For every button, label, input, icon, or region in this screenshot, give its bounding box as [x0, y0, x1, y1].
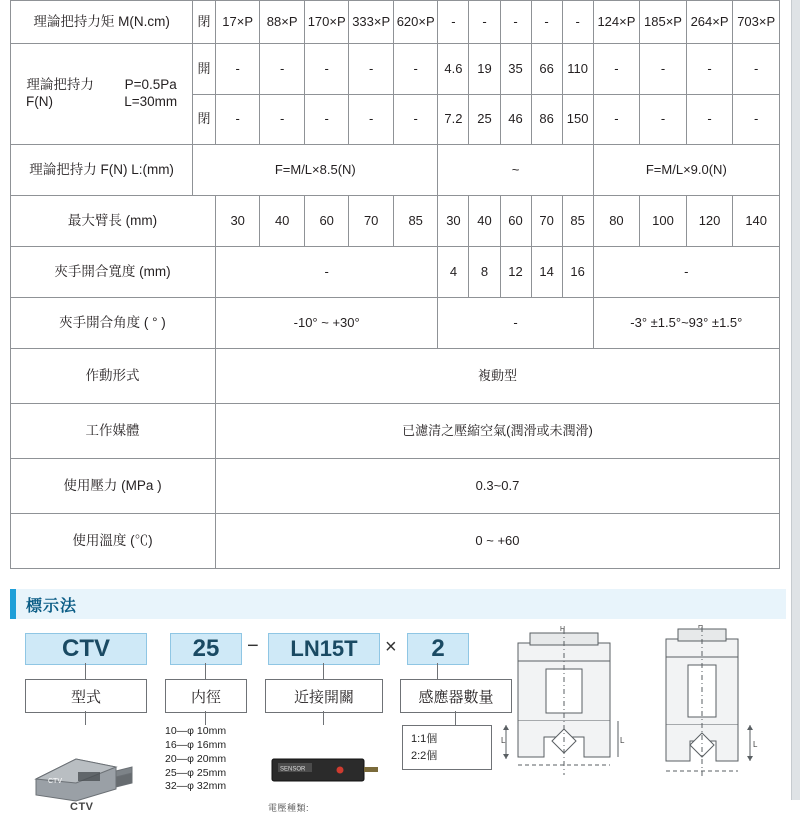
cell: -: [349, 94, 394, 145]
cell: 19: [469, 44, 500, 95]
row-label-open-angle: 夾手開合角度 ( ° ): [11, 298, 216, 349]
svg-text:CTV: CTV: [48, 778, 62, 785]
label-qty: 感應器數量: [400, 679, 512, 713]
cell-working-medium: 已濾清之壓縮空氣(潤滑或未潤滑): [215, 404, 779, 459]
bore-legend-item: 20—φ 20mm: [165, 752, 227, 765]
cell: 35: [500, 44, 531, 95]
cell: 14: [531, 247, 562, 298]
cell: -: [593, 44, 640, 95]
stem: [85, 711, 86, 725]
cell-width-right: -: [593, 247, 779, 298]
cell-formula-left: F=M/L×8.5(N): [193, 145, 438, 196]
technical-drawing-left: [500, 625, 635, 810]
cell: 110: [562, 44, 593, 95]
proximity-switch-illustration: [268, 739, 380, 799]
bore-legend-item: 10—φ 10mm: [165, 725, 227, 737]
label-bore: 内徑: [165, 679, 247, 713]
product-photo-series: [28, 733, 138, 805]
table-row: [11, 298, 780, 349]
label-series: 型式: [25, 679, 147, 713]
specification-table: [10, 0, 780, 569]
stem: [205, 663, 206, 679]
cell: -: [531, 1, 562, 44]
switch-photo-caption: 電壓種類:: [268, 803, 310, 813]
table-row: [11, 44, 780, 95]
cell-working-pressure: 0.3~0.7: [215, 459, 779, 514]
svg-text:SENSOR: SENSOR: [280, 766, 306, 773]
cell: 100: [640, 196, 687, 247]
cell: -: [393, 94, 438, 145]
qty-legend-item: 2:2個: [411, 749, 438, 762]
grip-force-line2: F(N) L=30mm: [26, 94, 178, 109]
cell: 140: [733, 196, 780, 247]
label-switch: 近接開關: [265, 679, 383, 713]
cell: -: [733, 44, 780, 95]
cell: 170×P: [304, 1, 349, 44]
row-oc-close: 閉: [193, 1, 216, 44]
cell-angle-right: -3° ±1.5°~93° ±1.5°: [593, 298, 779, 349]
cell: 60: [304, 196, 349, 247]
cell: -: [438, 1, 469, 44]
cell: 150: [562, 94, 593, 145]
cell: 30: [438, 196, 469, 247]
cell: -: [469, 1, 500, 44]
svg-text:H: H: [560, 626, 566, 633]
section-header-model-code: [10, 589, 786, 619]
cell: 40: [260, 196, 305, 247]
cell: 80: [593, 196, 640, 247]
svg-text:L: L: [501, 736, 506, 745]
code-switch-box: LN15T: [268, 633, 380, 665]
cell-action-type: 複動型: [215, 349, 779, 404]
stem: [323, 711, 324, 725]
code-bore-box: 25: [170, 633, 242, 665]
cell: 333×P: [349, 1, 394, 44]
cell: -: [640, 94, 687, 145]
gripper-side-view: [500, 625, 635, 805]
cell: -: [260, 94, 305, 145]
cell: 70: [349, 196, 394, 247]
code-series-box: CTV: [25, 633, 147, 665]
svg-text:L: L: [753, 740, 758, 749]
bore-legend: [165, 725, 226, 794]
cell-working-temperature: 0 ~ +60: [215, 514, 779, 569]
cell-angle-mid: -: [438, 298, 593, 349]
cell: 4.6: [438, 44, 469, 95]
row-label-max-arm: 最大臂長 (mm): [11, 196, 216, 247]
cell: 70: [531, 196, 562, 247]
series-photo-caption: CTV: [70, 801, 94, 813]
row-label-working-temperature: 使用溫度 (℃): [11, 514, 216, 569]
table-row: [11, 145, 780, 196]
gripper-front-view: [640, 625, 775, 805]
cell-formula-mid: ~: [438, 145, 593, 196]
technical-drawing-right: [640, 625, 775, 810]
cell: 30: [215, 196, 260, 247]
stem: [323, 663, 324, 679]
table-row: [11, 1, 780, 44]
product-photo-switch: [268, 739, 380, 799]
cell: -: [393, 44, 438, 95]
row-label-grip-formula: 理論把持力 F(N) L:(mm): [11, 145, 193, 196]
cell: 16: [562, 247, 593, 298]
cell: -: [640, 44, 687, 95]
cell-angle-left: -10° ~ +30°: [215, 298, 438, 349]
row-oc-close: 閉: [193, 94, 216, 145]
stem: [455, 711, 456, 725]
cell: 85: [562, 196, 593, 247]
cell: 40: [469, 196, 500, 247]
cell: 185×P: [640, 1, 687, 44]
table-row: [11, 514, 780, 569]
cell: 703×P: [733, 1, 780, 44]
stem: [205, 711, 206, 725]
row-label-action-type: 作動形式: [11, 349, 216, 404]
bore-legend-item: 32—φ 32mm: [165, 780, 227, 793]
cell-formula-right: F=M/L×9.0(N): [593, 145, 779, 196]
cell: -: [686, 94, 733, 145]
bore-legend-item: 25—φ 25mm: [165, 766, 227, 779]
code-times: ×: [385, 636, 397, 658]
gripper-illustration: [28, 733, 138, 805]
bore-legend-item: 16—φ 16mm: [165, 738, 227, 751]
cell: 66: [531, 44, 562, 95]
cell: -: [593, 94, 640, 145]
stem: [437, 663, 438, 679]
page-edge-strip: [791, 0, 800, 800]
cell: 46: [500, 94, 531, 145]
cell: -: [304, 44, 349, 95]
svg-text:H: H: [698, 625, 704, 630]
cell: 12: [500, 247, 531, 298]
row-label-working-medium: 工作媒體: [11, 404, 216, 459]
cell: -: [215, 44, 260, 95]
cell: -: [562, 1, 593, 44]
cell: -: [349, 44, 394, 95]
cell-width-left: -: [215, 247, 438, 298]
cell: 7.2: [438, 94, 469, 145]
row-label-working-pressure: 使用壓力 (MPa ): [11, 459, 216, 514]
row-oc-open: 開: [193, 44, 216, 95]
cell: 60: [500, 196, 531, 247]
cell: 85: [393, 196, 438, 247]
section-title: 標示法: [26, 597, 78, 615]
grip-force-line1: 理論把持力 P=0.5Pa: [26, 77, 177, 93]
cell: -: [215, 94, 260, 145]
table-row: [11, 247, 780, 298]
table-row: [11, 196, 780, 247]
table-row: [11, 349, 780, 404]
code-dash: −: [247, 635, 259, 657]
cell: 88×P: [260, 1, 305, 44]
cell: 4: [438, 247, 469, 298]
table-row: [11, 459, 780, 514]
row-label-open-width: 夾手開合寬度 (mm): [11, 247, 216, 298]
cell: -: [686, 44, 733, 95]
cell: 124×P: [593, 1, 640, 44]
qty-legend-item: 1:1個: [411, 733, 438, 745]
qty-legend: [402, 725, 492, 770]
cell: 620×P: [393, 1, 438, 44]
cell: 25: [469, 94, 500, 145]
cell: -: [304, 94, 349, 145]
code-qty-box: 2: [407, 633, 469, 665]
cell: 17×P: [215, 1, 260, 44]
cell: -: [500, 1, 531, 44]
row-label-torque: 理論把持力矩 M(N.cm): [11, 1, 193, 44]
cell: 264×P: [686, 1, 733, 44]
table-row: [11, 404, 780, 459]
cell: 120: [686, 196, 733, 247]
cell: -: [260, 44, 305, 95]
cell: 86: [531, 94, 562, 145]
cell: -: [733, 94, 780, 145]
svg-text:L: L: [620, 736, 625, 745]
model-code-diagram: [10, 625, 780, 813]
cell: 8: [469, 247, 500, 298]
stem: [85, 663, 86, 679]
row-label-grip-force: [11, 44, 193, 145]
